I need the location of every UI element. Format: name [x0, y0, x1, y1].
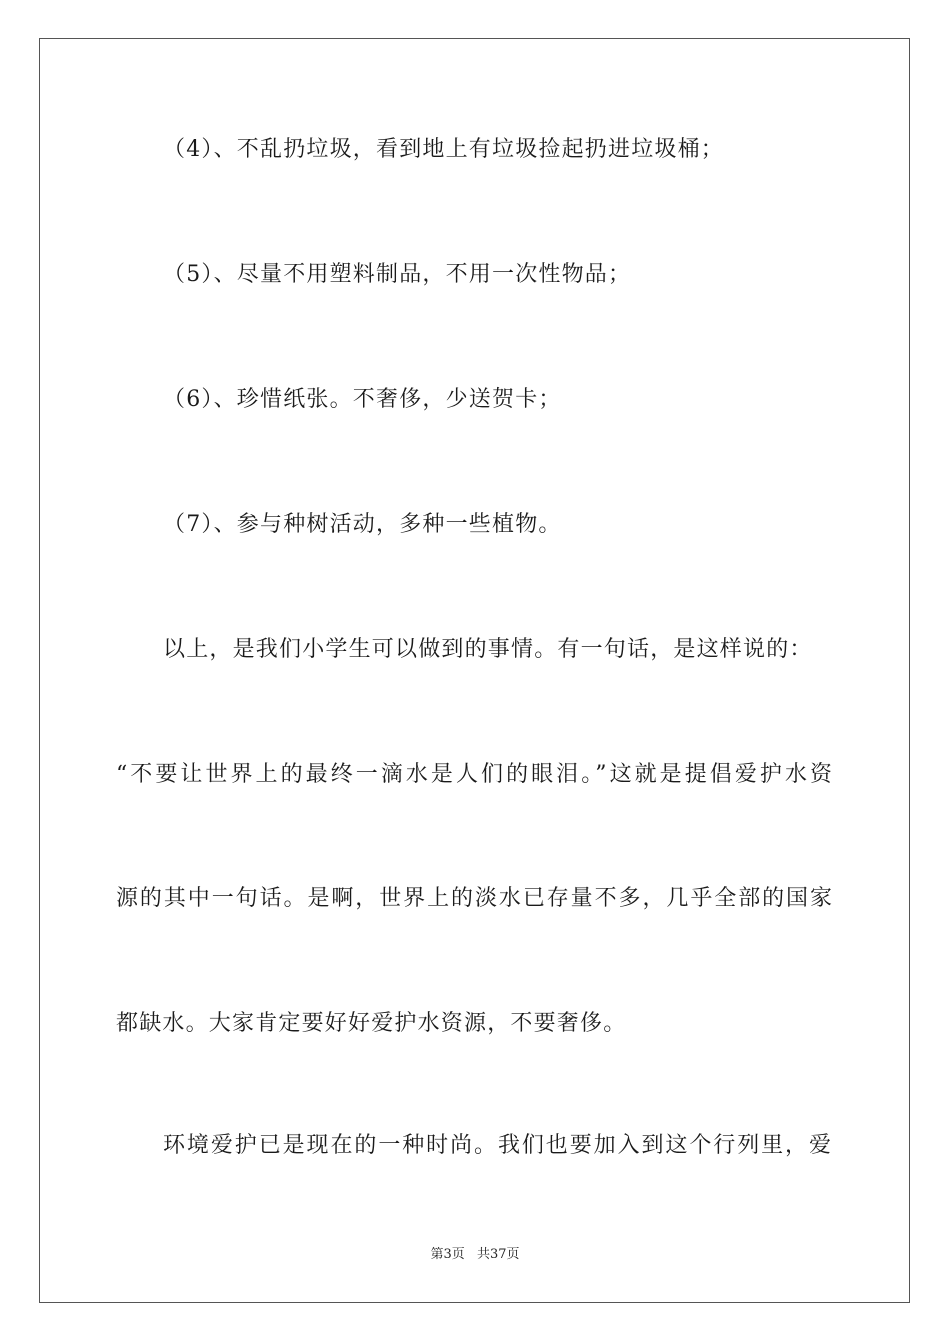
page-footer — [0, 1247, 950, 1263]
paragraph-line: “不要让世界上的最终一滴水是人们的眼泪。”这就是提倡爱护水资 — [116, 762, 832, 787]
paragraph-line: 源的其中一句话。是啊，世界上的淡水已存量不多，几乎全部的国家 — [116, 886, 832, 911]
page-frame — [39, 38, 910, 1303]
list-item-6: （6）、珍惜纸张。不奢侈，少送贺卡； — [163, 387, 562, 412]
list-item-4: （4）、不乱扔垃圾，看到地上有垃圾捡起扔进垃圾桶； — [163, 137, 724, 162]
paragraph-line: 环境爱护已是现在的一种时尚。我们也要加入到这个行列里，爱 — [163, 1133, 831, 1158]
list-item-7: （7）、参与种树活动，多种一些植物。 — [163, 512, 562, 537]
paragraph-line: 以上，是我们小学生可以做到的事情。有一句话，是这样说的： — [163, 637, 813, 662]
list-item-5: （5）、尽量不用塑料制品，不用一次性物品； — [163, 262, 632, 287]
page-total: 共37页 — [476, 1247, 520, 1262]
paragraph-line: 都缺水。大家肯定要好好爱护水资源，不要奢侈。 — [116, 1011, 627, 1036]
page-number: 第3页 — [430, 1247, 465, 1262]
